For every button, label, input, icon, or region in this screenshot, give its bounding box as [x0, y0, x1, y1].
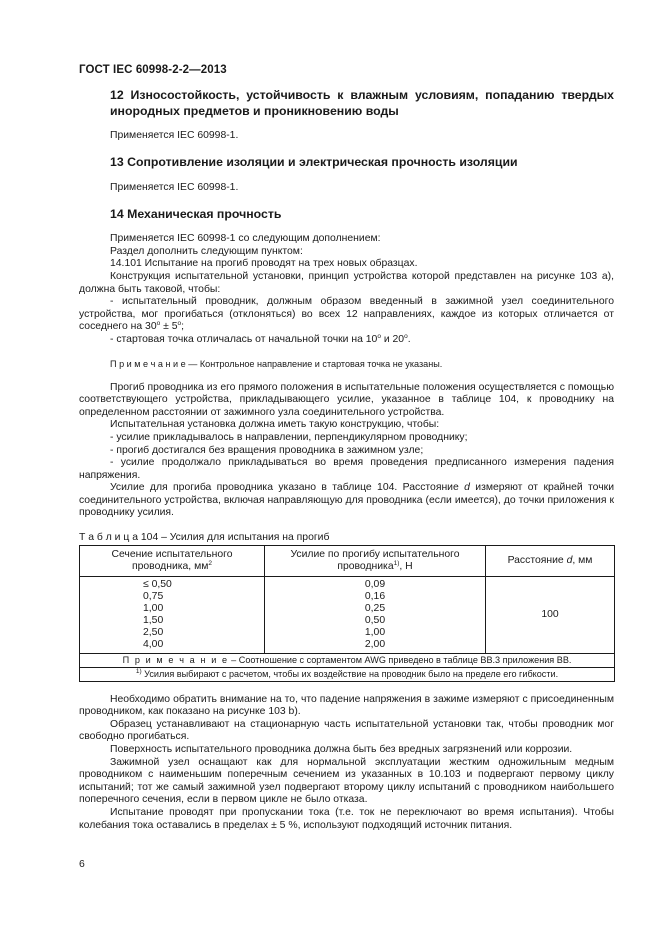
variable-d: d	[464, 482, 470, 494]
text: Расстояние	[507, 554, 567, 566]
section-14-paragraph: Применяется IEC 60998-1 со следующим дополнением:	[110, 233, 381, 245]
section-14-heading: 14 Механическая прочность	[110, 206, 282, 221]
note-text: – Соотношение с сортаментом AWG приведено в таблице ВВ.3 приложения ВВ.	[228, 654, 572, 665]
note-label: П р и м е ч а н и е	[122, 654, 229, 665]
text: ;	[181, 321, 185, 333]
superscript: о	[377, 332, 381, 340]
section-14-list-item: - усилие прикладывалось в направлении, перпендикулярном проводнику;	[110, 431, 468, 443]
section-values-cell	[80, 576, 265, 653]
paragraph: Испытание проводят при пропускании тока (т.е. ток не переключают во время испытания). Чтобы колебания тока оставались в пределах ± 5 %, используют подходящий источник питания.	[79, 807, 614, 831]
header-cell-distance	[486, 545, 615, 576]
table-note-cell	[80, 653, 615, 667]
table-cell-value: 1,50	[143, 614, 164, 626]
table-cell-value: 0,25	[364, 602, 386, 614]
text: .	[407, 333, 411, 345]
distance-value-cell: 100	[486, 576, 615, 653]
table-row	[80, 576, 615, 653]
superscript: 1)	[393, 559, 400, 567]
section-14-paragraph: Конструкция испытательной установки, принцип устройства которой представлен на рисунке 103 а), должна быть таковой, чтобы:	[79, 270, 614, 295]
page-number: 6	[79, 859, 85, 870]
caption-text: 104 – Усилия для испытания на прогиб	[138, 532, 330, 544]
table-footnote-cell	[80, 667, 615, 681]
paragraph: Образец устанавливают на стационарную часть испытательной установки так, чтобы проводник мог свободно прогибаться.	[79, 718, 614, 743]
text: измеряют от крайней точки соединительного устройства, включая направляющую для проводника (если имеется), до точки приложения к проводнику усилия.	[79, 482, 614, 519]
caption-label: Т а б л и ц а	[79, 532, 138, 544]
table-cell-value: 2,00	[364, 638, 386, 650]
force-values-cell	[265, 576, 486, 653]
header-cell-force	[265, 545, 486, 576]
document-code: ГОСТ IEC 60998-2-2—2013	[79, 64, 227, 76]
note-label: П р и м е ч а н и е	[110, 358, 186, 369]
text: , мм	[572, 554, 593, 566]
section-13-heading: 13 Сопротивление изоляции и электрическая прочность изоляции	[110, 154, 518, 169]
table-cell-value: 4,00	[143, 638, 164, 650]
paragraph: Зажимной узел оснащают как для нормальной эксплуатации жестким одножильным медным проводником с наименьшим поперечным сечением из указанных в 10.103 и подвергают первому циклу испытаний; тот же самый зажимной узел подвергают второму циклу испытаний с проводником наибольшего поперечного сечения, если в первом цикле не было отказа.	[79, 756, 614, 806]
text: - стартовая точка отличалась от начальной точки на 10	[110, 333, 378, 345]
text: и 20	[380, 333, 405, 345]
section-14-paragraph: 14.101 Испытание на прогиб проводят на трех новых образцах.	[110, 258, 418, 270]
table-header-row	[80, 545, 615, 576]
superscript: о	[156, 320, 161, 328]
table-cell-value: ≤ 0,50	[143, 578, 172, 590]
page-content	[79, 88, 614, 832]
table-footnote-row	[80, 667, 615, 681]
table-cell-value: 1,00	[143, 602, 164, 614]
table-cell-value: 1,00	[364, 626, 386, 638]
section-12-heading: 12 Износостойкость, устойчивость к влажным условиям, попаданию твердых инородных предметов и проникновению воды	[110, 88, 614, 118]
text: Сечение испытательного проводника, мм	[111, 548, 233, 572]
section-14-list-item	[79, 334, 614, 347]
superscript: 2	[208, 559, 212, 567]
text: Усилие по прогибу испытательного проводника	[290, 548, 460, 572]
variable-d: d	[566, 554, 573, 566]
paragraph: Поверхность испытательного проводника должна быть без вредных загрязнений или коррозии.	[110, 744, 573, 756]
section-13-text: Применяется IEC 60998-1.	[110, 182, 239, 194]
table-cell-value: 0,09	[364, 578, 386, 590]
table-cell-value: 0,75	[143, 590, 164, 602]
section-14-list-item: - усилие продолжало прикладываться во время проведения предписанного измерения падения напряжения.	[79, 457, 614, 481]
text: - испытательный проводник, должным образом введенный в зажимной узел соединительного устройства, мог прогибаться (отклоняться) во всех 12 направлениях, каждое из которых отличается от соседнего на 30	[79, 296, 614, 333]
section-14-list-item: - прогиб достигался без вращения проводника в зажимном узле;	[110, 444, 424, 456]
table-cell-value: 2,50	[143, 626, 164, 638]
text: Усилие для прогиба проводника указано в таблице 104. Расстояние	[110, 482, 465, 494]
text: ± 5	[160, 321, 178, 333]
table-note-row	[80, 653, 615, 667]
superscript: о	[404, 332, 408, 340]
table-cell-value: 0,16	[364, 590, 386, 602]
text: , Н	[399, 560, 413, 572]
section-14-paragraph	[79, 482, 614, 520]
superscript: о	[177, 320, 182, 328]
section-14-paragraph: Раздел дополнить следующим пунктом:	[110, 245, 303, 257]
paragraph: Необходимо обратить внимание на то, что падение напряжения в зажиме измеряют с присоединенным проводником, как показано на рисунке 103 b).	[79, 693, 614, 718]
table-104	[79, 545, 615, 682]
section-14-list-item	[79, 296, 614, 334]
section-12-text: Применяется IEC 60998-1.	[110, 130, 239, 141]
table-cell-value: 0,50	[364, 614, 386, 626]
footnote-text: Усилия выбирают с расчетом, чтобы их воздействие на проводник было на пределе его гибкости.	[141, 668, 559, 679]
section-14-paragraph: Прогиб проводника из его прямого положения в испытательные положения осуществляется с помощью соответствующего устройства, прикладывающего усилие, указанное в таблице 104, к проводнику на определенном расстоянии от зажимного узла соединительного устройства.	[79, 381, 614, 418]
header-cell-section	[80, 545, 265, 576]
section-14-note	[79, 359, 614, 370]
footnote-mark: 1)	[135, 667, 142, 675]
table-104-caption	[79, 532, 614, 545]
section-14-paragraph: Испытательная установка должна иметь такую конструкцию, чтобы:	[110, 419, 440, 431]
note-text: — Контрольное направление и стартовая точка не указаны.	[185, 358, 443, 369]
